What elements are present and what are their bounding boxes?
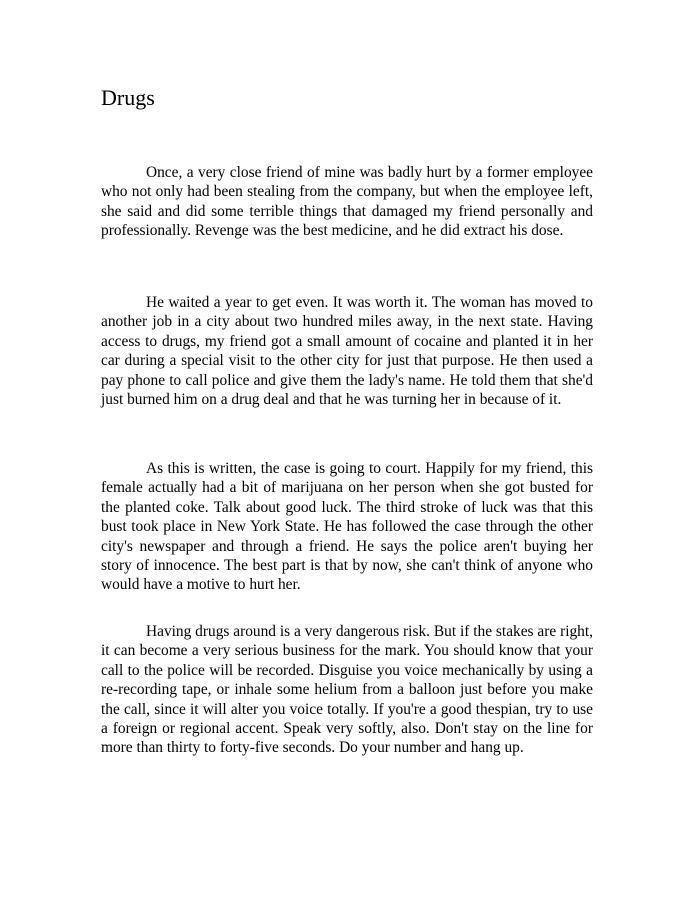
- paragraph-3: As this is written, the case is going to court. Happily for my friend, this female actually had a bit of marijuana on her person when she got busted for the planted coke. Talk about good luck. The third stroke of luck was that this bust took place in New York State. He has followed the case through the other city's newspaper and through a friend. He says the police aren't buying her story of innocence. The best part is that by now, she can't think of anyone who would have a motive to hurt her.: [101, 460, 593, 594]
- paragraph-1: Once, a very close friend of mine was badly hurt by a former employee who not only had been stealing from the company, but when the employee left, she said and did some terrible things that damaged my friend personally and professionally. Revenge was the best medicine, and he did extract his dose.: [101, 164, 593, 240]
- paragraph-4: Having drugs around is a very dangerous risk. But if the stakes are right, it can become a very serious business for the mark. You should know that your call to the police will be recorded. Disguise you voice mechanically by using a re-recording tape, or inhale some helium from a balloon just before you make the call, since it will alter you voice totally. If you're a good thespian, try to use a foreign or regional accent. Speak very softly, also. Don't stay on the line for more than thirty to forty-five seconds. Do your number and hang up.: [101, 623, 593, 757]
- paragraph-2: He waited a year to get even. It was worth it. The woman has moved to another job in a city about two hundred miles away, in the next state. Having access to drugs, my friend got a small amount of cocaine and planted it in her car during a special visit to the other city for just that purpose. He then used a pay phone to call police and give them the lady's name. He told them that she'd just burned him on a drug deal and that he was turning her in because of it.: [101, 294, 593, 409]
- page-title: Drugs: [101, 85, 155, 110]
